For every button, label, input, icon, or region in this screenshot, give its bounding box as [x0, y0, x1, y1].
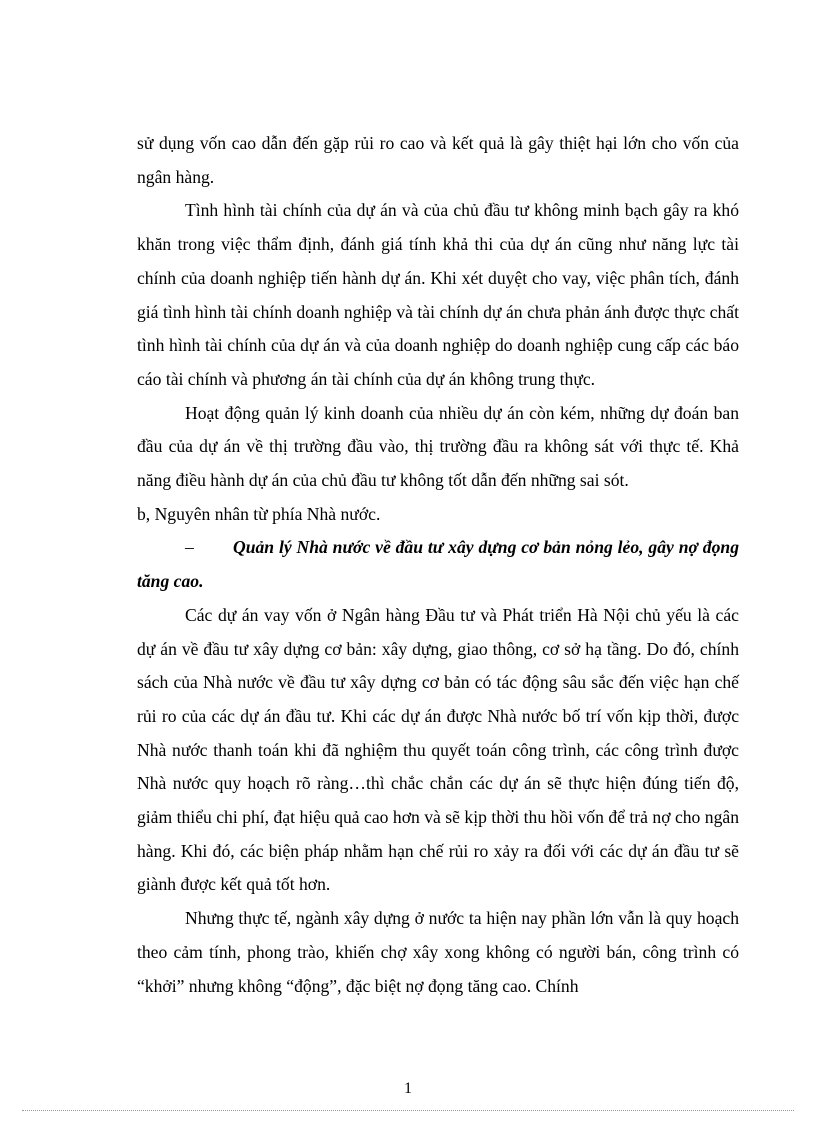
section-subheading: b, Nguyên nhân từ phía Nhà nước. [137, 503, 381, 524]
paragraph-business-management: Hoạt động quản lý kinh doanh của nhiều dự án còn kém, những dự đoán ban đầu của dự án về thị trường đầu vào, thị trường đầu ra không sát với thực tế. Khả năng điều hành dự án của chủ đầu tư không tốt dẫn đến những sai sót. [137, 402, 739, 491]
page-number: 1 [404, 1080, 412, 1097]
paragraph-state-policy: Các dự án vay vốn ở Ngân hàng Đầu tư và Phát triển Hà Nội chủ yếu là các dự án về đầu tư xây dựng cơ bản: xây dựng, giao thông, cơ sở hạ tầng. Do đó, chính sách của Nhà nước về đầu tư xây dựng cơ bản có tác động sâu sắc đến việc hạn chế rủi ro của các dự án đầu tư. Khi các dự án được Nhà nước bố trí vốn kịp thời, được Nhà nước thanh toán khi đã nghiệm thu quyết toán công trình, các công trình được Nhà nước quy hoạch rõ ràng…thì chắc chắn các dự án sẽ thực hiện đúng tiến độ, giảm thiểu chi phí, đạt hiệu quả cao hơn và sẽ kịp thời thu hồi vốn để trả nợ cho ngân hàng. Khi đó, các biện pháp nhằm hạn chế rủi ro xảy ra đối với các dự án đầu tư sẽ giành được kết quả tốt hơn. [137, 604, 739, 895]
footer-divider [22, 1110, 794, 1111]
paragraph-reality: Nhưng thực tế, ngành xây dựng ở nước ta hiện nay phần lớn vẫn là quy hoạch theo cảm tính, phong trào, khiến chợ xây xong không có người bán, công trình có “khởi” nhưng không “động”, đặc biệt nợ đọng tăng cao. Chính [137, 908, 739, 996]
paragraph-continuation: sử dụng vốn cao dẫn đến gặp rủi ro cao và kết quả là gây thiệt hại lớn cho vốn của ngân hàng. [137, 133, 739, 187]
paragraph-financial-transparency: Tình hình tài chính của dự án và của chủ đầu tư không minh bạch gây ra khó khăn trong việc thẩm định, đánh giá tính khả thi của dự án cũng như năng lực tài chính của doanh nghiệp tiến hành dự án. Khi xét duyệt cho vay, việc phân tích, đánh giá tình hình tài chính doanh nghiệp và tài chính dự án chưa phản ánh được thực chất tình hình tài chính của dự án và của doanh nghiệp do doanh nghiệp cung cấp các báo cáo tài chính và phương án tài chính của dự án không trung thực. [137, 200, 739, 389]
italic-bold-heading [137, 531, 739, 598]
document-body [137, 127, 739, 1003]
heading-dash: – [185, 537, 194, 558]
heading-text: Quản lý Nhà nước về đầu tư xây dựng cơ bản nỏng lẻo, gây nợ đọng tăng cao. [137, 537, 739, 592]
